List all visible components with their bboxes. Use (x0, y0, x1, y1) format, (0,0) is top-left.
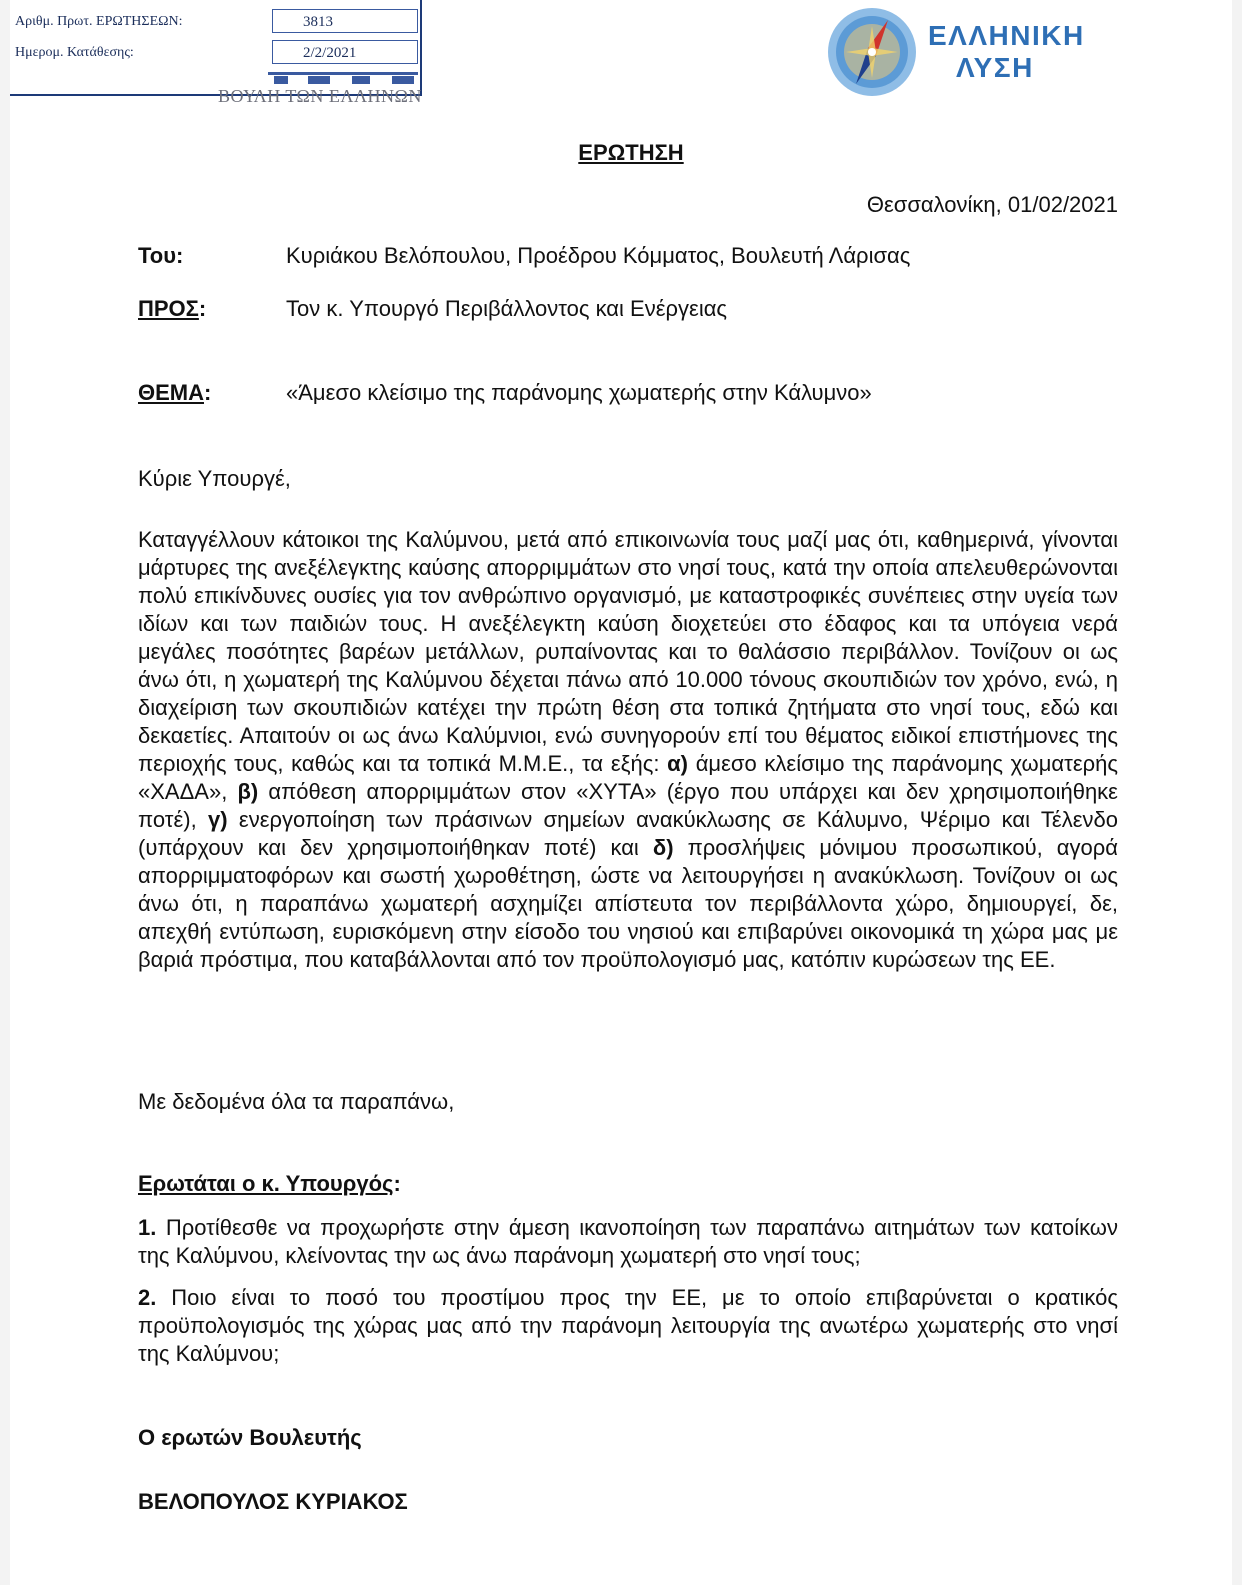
protocol-number-value: 3813 (272, 9, 418, 33)
item-b-text: απόθεση απορριμμάτων στον «ΧΥΤΑ» (έργο που υπάρχει και δεν χρησιμοποιήθηκε ποτέ), (138, 779, 1118, 832)
question-text: Ποιο είναι το ποσό του προστίμου προς την ΕΕ, με το οποίο επιβαρύνεται ο κρατικός προϋπολογισμός της χώρας μας από την παράνομη λειτουργία της ανωτέρω χωματερής στο νησί της Καλύμνου; (138, 1285, 1118, 1366)
item-a-text: άμεσο κλείσιμο της παράνομης χωματερής «ΧΑΔΑ», (138, 751, 1118, 804)
party-logo-line-2: ΛΥΣΗ (956, 52, 1034, 83)
body-paragraph (138, 526, 1118, 974)
questions-heading (138, 1170, 1118, 1198)
to-label: ΠΡΟΣ (138, 296, 199, 321)
question-number: 2. (138, 1285, 157, 1310)
question-item (138, 1214, 1118, 1270)
from-value: Κυριάκου Βελόπουλου, Προέδρου Κόμματος, Βουλευτή Λάρισας (286, 243, 911, 268)
from-label: Του: (138, 243, 184, 268)
party-logo-text (928, 20, 1085, 84)
protocol-number-label: Αριθμ. Πρωτ. ΕΡΩΤΗΣΕΩΝ: (15, 14, 183, 29)
item-d-text: προσλήψεις μόνιμου προσωπικού, αγορά απορριμματοφόρων και σωστή χωροθέτηση, ώστε να λειτουργήσει η ανακύκλωση. Τονίζουν οι ως άνω ότι, η παραπάνω χωματερή ασχημίζει απίστευτα τον περιβάλλοντα χώρο, δημιουργεί, δε, απεχθή εντύπωση, ευρισκόμενη στην είσοδο του νησιού και επιβαρύνει οικονομικά τη χώρα μας με βαριά πρόστιμα, που καταβάλλονται από τον προϋπολογισμό μας, κατόπιν κυρώσεων της ΕΕ. (138, 835, 1118, 972)
document-title: ΕΡΩΤΗΣΗ (578, 140, 684, 165)
item-d-label: δ) (652, 835, 674, 860)
item-c-text: ενεργοποίηση των πράσινων σημείων ανακύκλωσης σε Κάλυμνο, Ψέριμο και Τέλενδο (υπάρχουν και δεν χρησιμοποιήθηκαν ποτέ) και (138, 807, 1118, 860)
closing-line: Με δεδομένα όλα τα παραπάνω, (138, 1089, 455, 1114)
place-date: Θεσσαλονίκη, 01/02/2021 (866, 192, 1118, 217)
subject-value: «Άμεσο κλείσιμο της παράνομης χωματερής στην Κάλυμνο» (286, 380, 872, 405)
question-text: Προτίθεσθε να προχωρήστε στην άμεση ικανοποίηση των παραπάνω αιτημάτων των κατοίκων της Καλύμνου, κλείνοντας την ως άνω παράνομη χωματερή στο νησί τους; (138, 1215, 1118, 1268)
to-label-group (138, 296, 206, 322)
questions-heading-colon: : (393, 1171, 401, 1196)
question-number: 1. (138, 1215, 157, 1240)
compass-logo-icon (826, 6, 918, 98)
questions-heading-text: Ερωτάται ο κ. Υπουργός (138, 1171, 394, 1196)
item-b-label: β) (237, 779, 259, 804)
document-page (10, 0, 1232, 1585)
signature-role: Ο ερωτών Βουλευτής (138, 1425, 362, 1450)
registry-stamp (10, 0, 422, 96)
question-item (138, 1284, 1118, 1368)
subject-label-colon: : (204, 380, 212, 405)
to-label-colon: : (198, 296, 207, 321)
party-logo-line-1: ΕΛΛΗΝΙΚΗ (928, 20, 1085, 51)
subject-label-group (138, 380, 211, 406)
parliament-seal-icon (268, 66, 418, 86)
salutation: Κύριε Υπουργέ, (138, 466, 291, 491)
body-intro: Καταγγέλλουν κάτοικοι της Καλύμνου, μετά από επικοινωνία τους μαζί μας ότι, καθημερινά, γίνονται μάρτυρες της ανεξέλεγκτης καύσης απορριμμάτων στο νησί τους, κατά την οποία απελευθερώνονται πολύ επικίνδυνες ουσίες για τον ανθρώπινο οργανισμό, με καταστροφικές συνέπειες στην υγεία των ιδίων και των παιδιών τους. Η ανεξέλεγκτη καύση διοχετεύει στο έδαφος και τα υπόγεια νερά μεγάλες ποσότητες βαρέων μετάλλων, ρυπαίνοντας και το θαλάσσιο περιβάλλον. Τονίζουν οι ως άνω ότι, η χωματερή της Καλύμνου δέχεται πάνω από 10.000 τόνους σκουπιδιών τον χρόνο, ενώ, η διαχείριση των σκουπιδιών κατέχει την πρώτη θέση στα τοπικά ζητήματα στο νησί τους, εδώ και δεκαετίες. Απαιτούν οι ως άνω Καλύμνιοι, ενώ συνηγορούν επί του θέματος ειδικοί επιστήμονες της περιοχής τους, καθώς και τα τοπικά Μ.Μ.Ε., τα εξής: (138, 527, 1118, 776)
submission-date-value: 2/2/2021 (272, 40, 418, 64)
item-c-label: γ) (208, 807, 228, 832)
parliament-name: ΒΟΥΛΗ ΤΩΝ ΕΛΛΗΝΩΝ (218, 86, 422, 106)
item-a-label: α) (667, 751, 688, 776)
signature-name: ΒΕΛΟΠΟΥΛΟΣ ΚΥΡΙΑΚΟΣ (138, 1489, 408, 1514)
submission-date-label: Ημερομ. Κατάθεσης: (15, 45, 134, 60)
to-value: Τον κ. Υπουργό Περιβάλλοντος και Ενέργειας (286, 296, 728, 321)
subject-label: ΘΕΜΑ (138, 380, 204, 405)
